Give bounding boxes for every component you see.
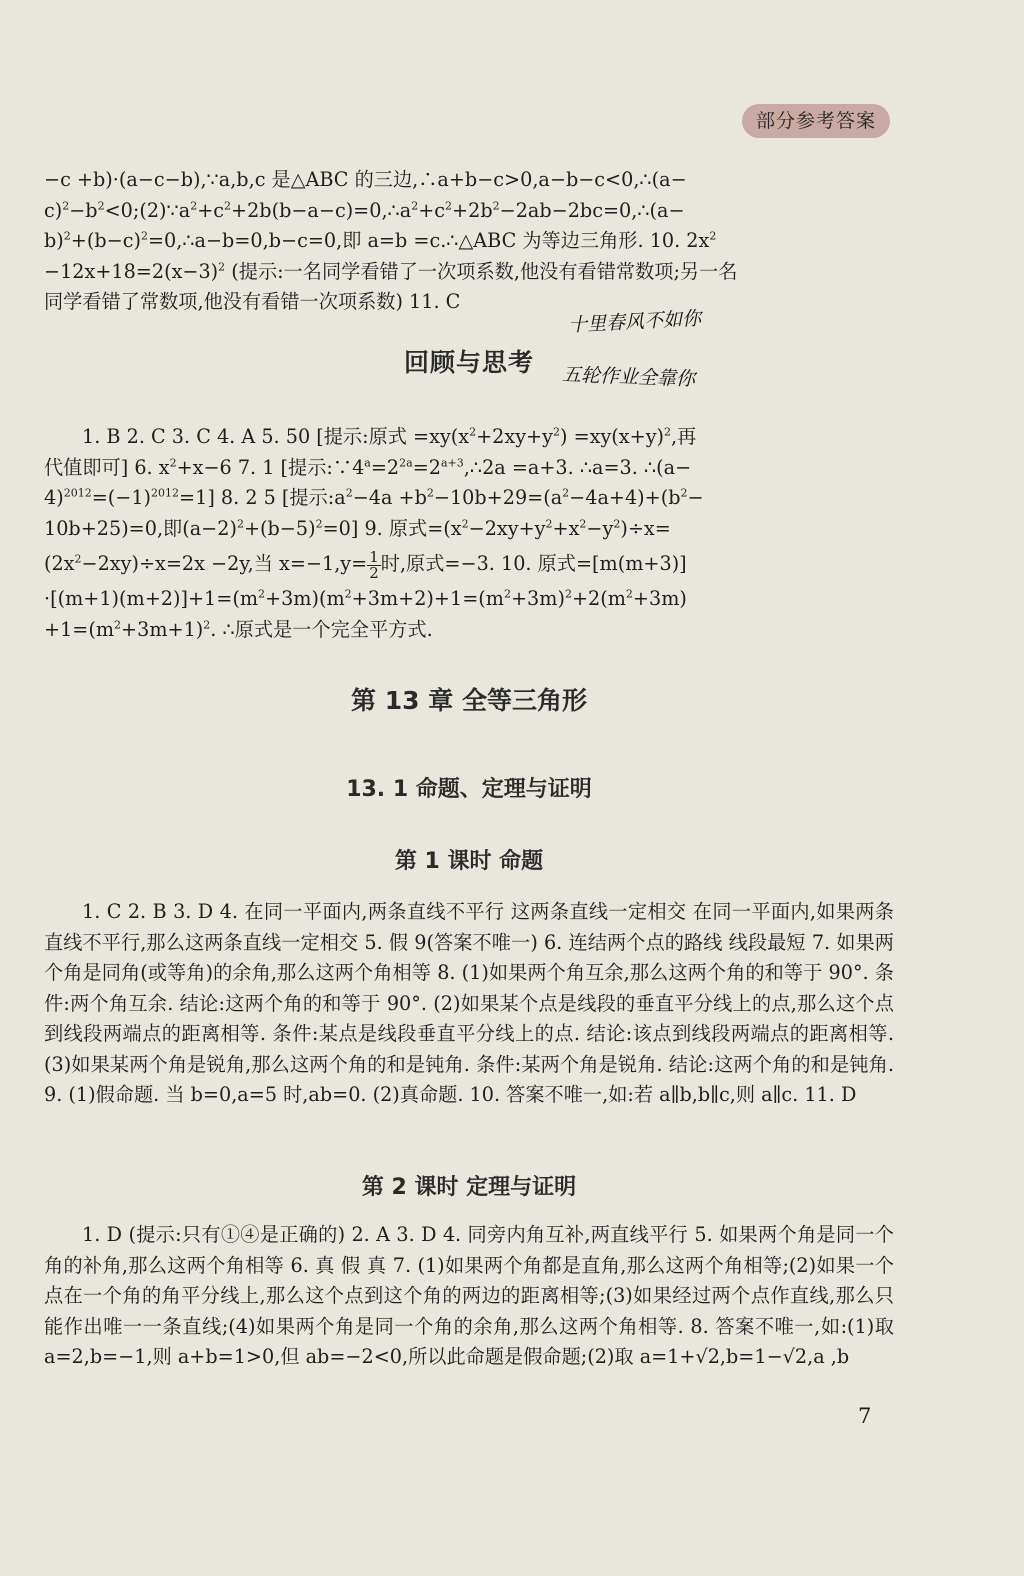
lesson-2-answers: 1. D (提示:只有①④是正确的) 2. A 3. D 4. 同旁内角互补,两直线平行 5. 如果两个角是同一个角的补角,那么这两个角相等 6. 真 假 真 7. (1)如果两个角都是直角,那么这两个角相等;(2)如果一个点在一个角的角平分线上,那么这个点到这个角的两边的距离相等;(3)如果经过两个点作直线,那么只能作出唯一一条直线;(4)如果两个角是同一个角的余角,那么这两个角相等. 8. 答案不唯一,如:(1)取 a=2,b=−1,则 a+b=1>0,但 ab=−2<0,所以此命题是假命题;(2)取 a=1+√2,b=1−√2,a ,b xyxy=(44,1223,894,1368)
fraction: $\frac{1}{2}$ xyxy=(369,547,379,582)
text-line: $c)^2-b^2<0;(2)\because a^2+c^2+2b(b-a-c)=0,\therefore a^2+c^2+2b^2-2ab-2bc=0,\therefore(a-$ xyxy=(44,198,685,222)
text-line: $(2x^2-2xy)\div x=2x -2y$,当 x=−1,y= $\frac{1}{2}$ 时,原式=−3. 10. 原式=[m(m+3)] xyxy=(44,547,687,582)
section-badge: 部分参考答案 xyxy=(742,104,890,138)
lesson-1-title: 第 1 课时 命题 xyxy=(394,849,544,874)
text-line: $b)^2+(b-c)^2=0,\therefore a-b=0,b-c=0$,即 a=b =c.∴△ABC 为等边三角形. 10. $2x^2$ xyxy=(44,229,717,252)
handwritten-note: 五轮作业全靠你 xyxy=(561,363,696,391)
handwritten-note: 十里春风不如你 xyxy=(567,307,702,337)
text-line: 1. B 2. C 3. C 4. A 5. 50 [提示:原式 $=xy(x^2+2xy+y^2) =xy(x+y)^2$,再 xyxy=(82,425,697,448)
review-paragraph xyxy=(44,422,894,645)
intro-paragraph xyxy=(44,165,894,318)
text-line: 同学看错了常数项,他没有看错一次项系数) 11. C xyxy=(44,290,461,313)
chapter-title: 第 13 章 全等三角形 xyxy=(351,686,587,715)
section-title: 13. 1 命题、定理与证明 xyxy=(346,777,592,802)
page-number: 7 xyxy=(858,1404,872,1428)
text-line: $4)^{2012}=(-1)^{2012}=1$] 8. 2 5 [提示$:a^2-4a +b^2-10b+29=(a^2-4a+4)+(b^2-$ xyxy=(44,486,704,509)
text-line: 10b+25)=0,即$(a-2)^2+(b-5)^2=0$] 9. 原式$=(x^2-2xy+y^2+x^2-y^2)\div x=$ xyxy=(44,516,671,540)
text-line: $-12x+18=2(x-3)^2$ (提示:一名同学看错了一次项系数,他没有看错常数项;另一名 xyxy=(44,259,738,283)
text-line: $\cdot[(m+1)(m+2)]+1=(m^2+3m)(m^2+3m+2)+1=(m^2+3m)^2+2(m^2+3m)$ xyxy=(44,587,687,610)
review-heading: 回顾与思考 xyxy=(403,348,534,377)
text-line: 代值即可] 6. $x^2+x-6$ 7. 1 [提示$:\because 4^a=2^{2a}=2^{a+3},\therefore 2a =a+3$. ∴a=3. ∴(a− xyxy=(44,455,692,479)
lesson-2-title: 第 2 课时 定理与证明 xyxy=(361,1175,577,1200)
text-line: −c +b)·(a−c−b),∵a,b,c 是△ABC 的三边,∴a+b−c>0,a−b−c<0,∴(a− xyxy=(44,168,687,191)
lesson-1-answers: 1. C 2. B 3. D 4. 在同一平面内,两条直线不平行 这两条直线一定相交 在同一平面内,如果两条直线不平行,那么这两条直线一定相交 5. 假 9(答案不唯一) 6. 连结两个点的路线 线段最短 7. 如果两个角是同角(或等角)的余角,那么这两个角相等 8. (1)如果两个角互余,那么这两个角的和等于 90°. 条件:两个角互余. 结论:这两个角的和等于 90°. (2)如果某个点是线段的垂直平分线上的点,那么这个点到线段两端点的距离相等. 条件:某点是线段垂直平分线上的点. 结论:该点到线段两端点的距离相等. (3)如果某两个角是锐角,那么这两个角的和是钝角. 条件:某两个角是锐角. 结论:这两个角的和是钝角. 9. (1)假命题. 当 b=0,a=5 时,ab=0. (2)真命题. 10. 答案不唯一,如:若 a∥b,b∥c,则 a∥c. 11. D xyxy=(44,900,894,1106)
text-line: $+1=(m^2+3m+1)^2$. ∴原式是一个完全平方式. xyxy=(44,617,433,641)
